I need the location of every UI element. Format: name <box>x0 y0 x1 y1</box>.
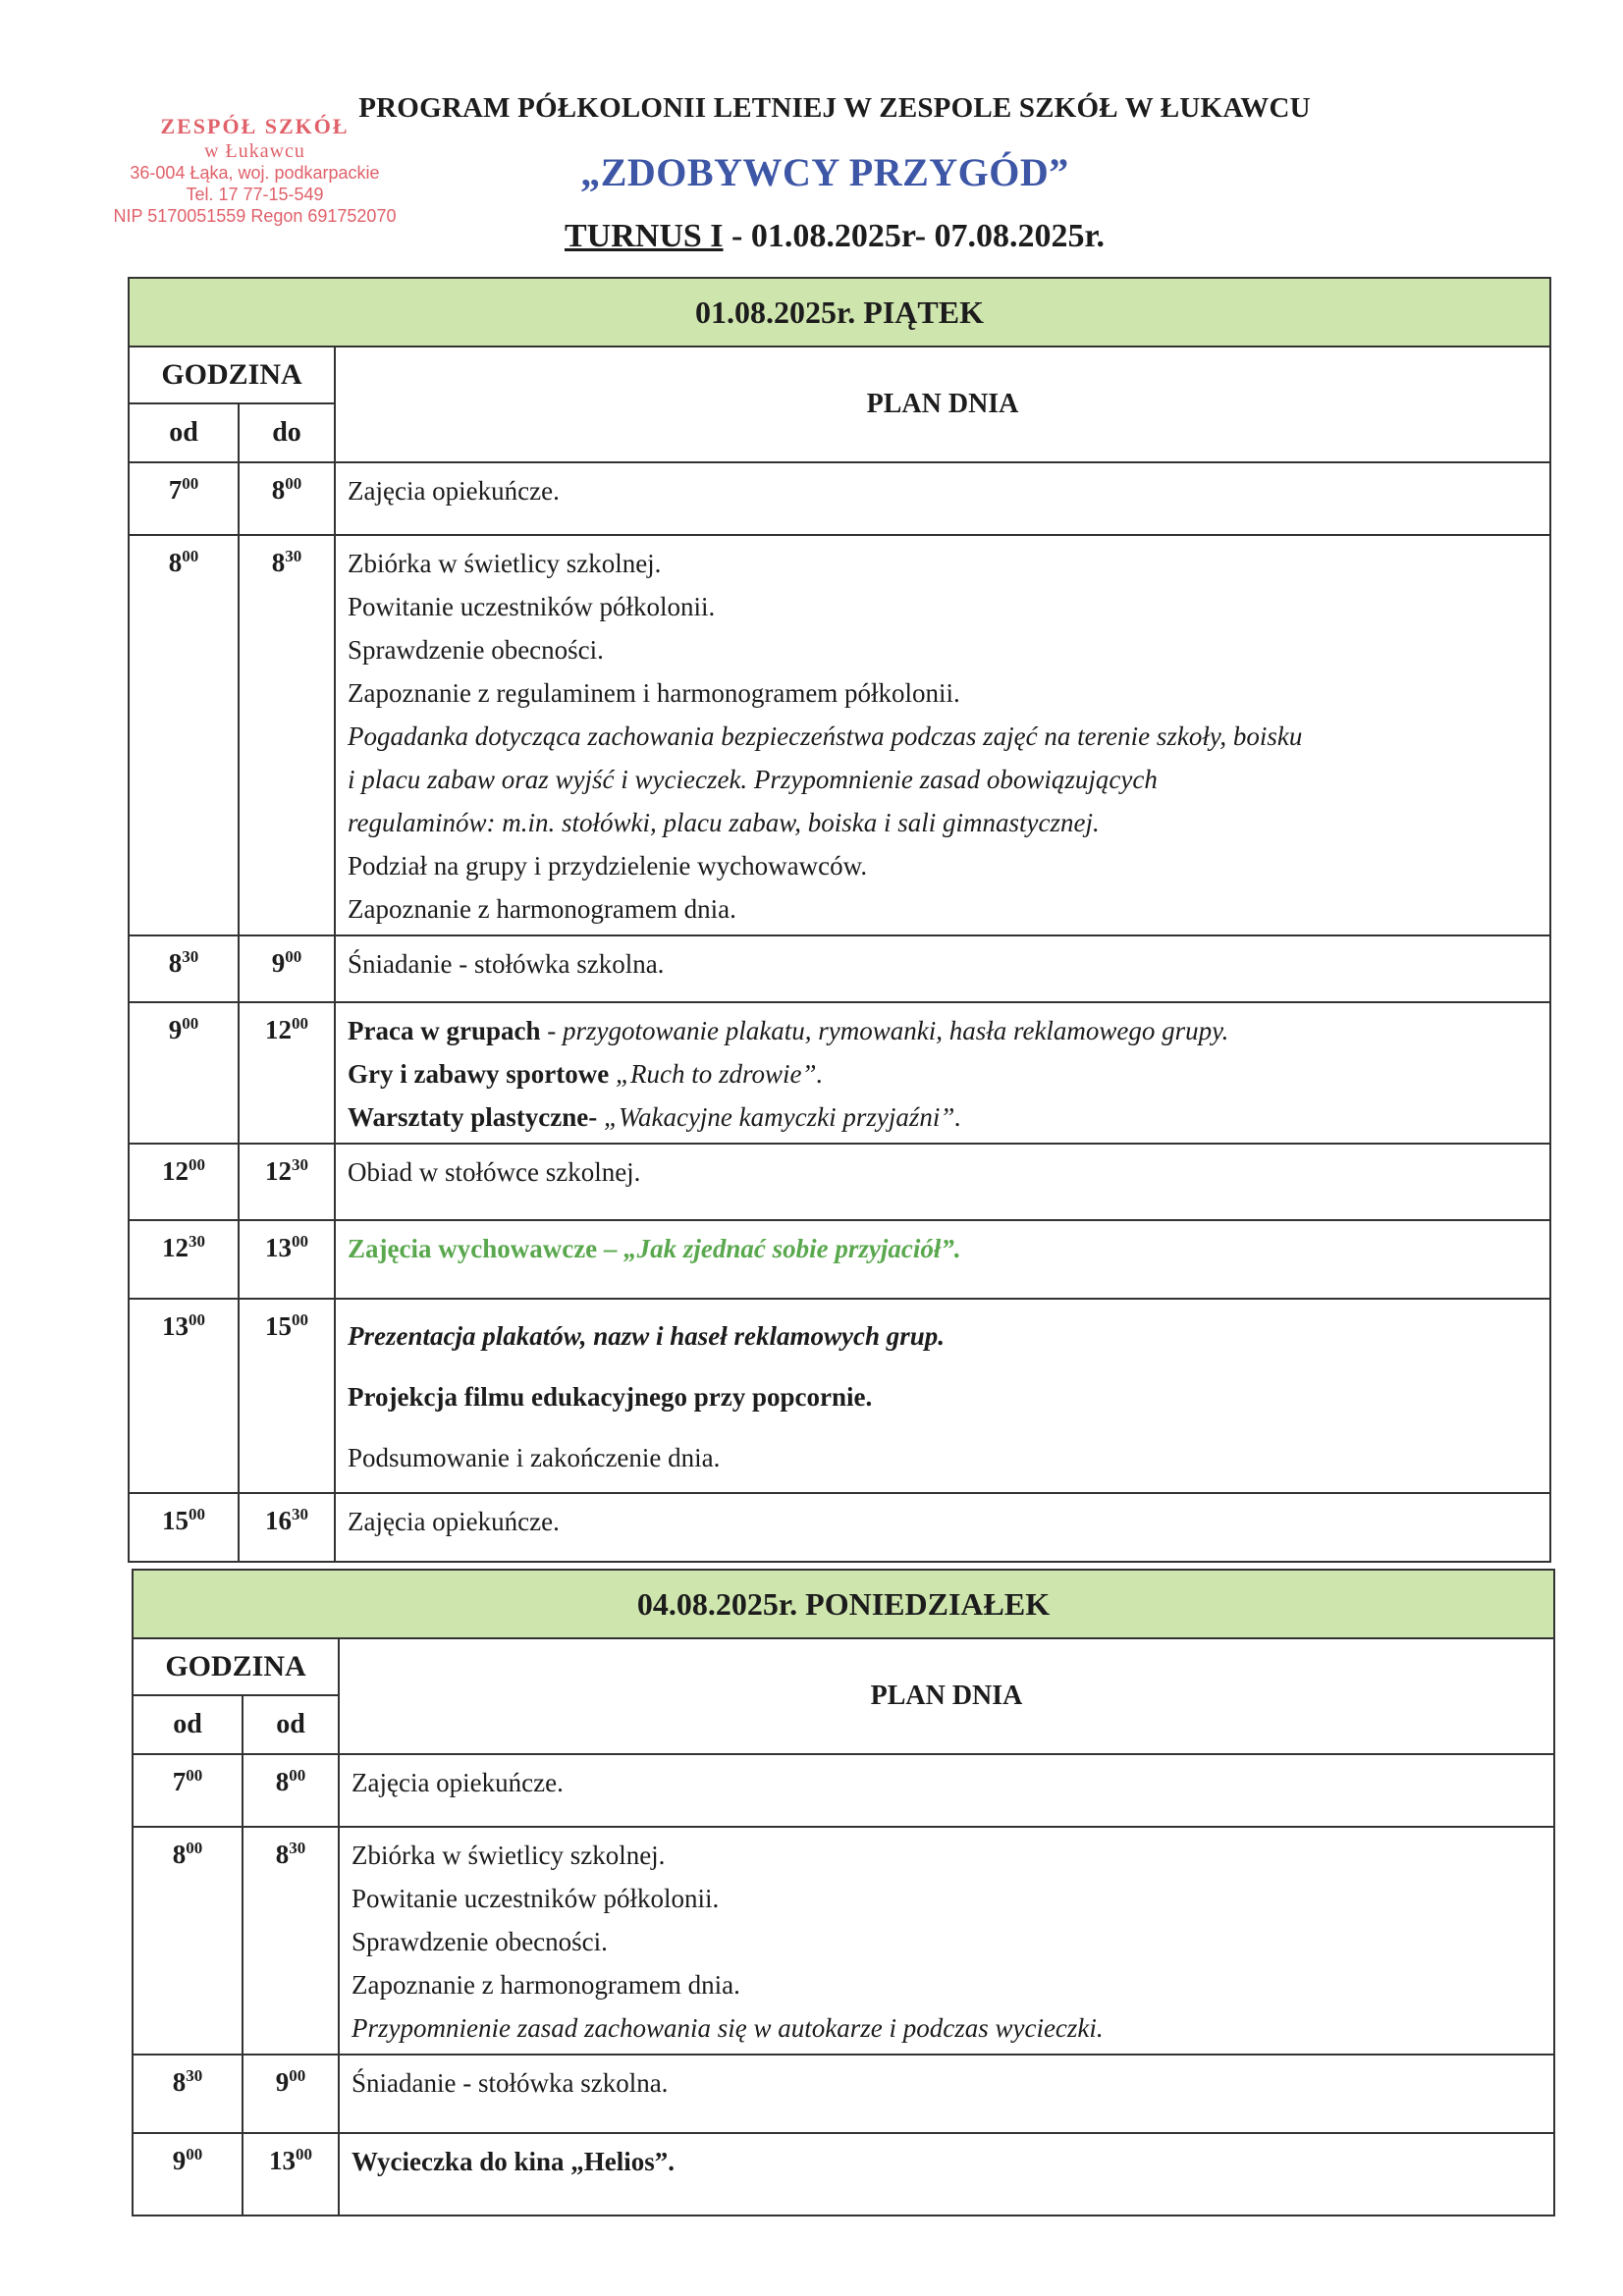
time-to <box>243 1754 339 1827</box>
time-to-minutes: 00 <box>289 1766 306 1785</box>
school-stamp <box>71 114 439 227</box>
time-to <box>239 535 335 935</box>
plan-line: Zajęcia opiekuńcze. <box>348 1507 560 1536</box>
time-to <box>239 1144 335 1220</box>
time-to <box>239 935 335 1002</box>
day-schedule-table <box>128 277 1551 1563</box>
plan-cell <box>335 535 1550 935</box>
turnus-dates: - 01.08.2025r- 07.08.2025r. <box>723 218 1105 254</box>
schedule-row <box>129 1144 1550 1220</box>
plan-line: Podział na grupy i przydzielenie wychowawców. <box>348 851 868 881</box>
plan-line: Powitanie uczestników półkolonii. <box>348 592 716 621</box>
page-title: PROGRAM PÓŁKOLONII LETNIEJ W ZESPOLE SZKÓŁ W ŁUKAWCU <box>358 92 1311 124</box>
time-from-minutes: 00 <box>182 547 199 565</box>
time-from-minutes: 00 <box>189 1505 205 1523</box>
time-to-minutes: 30 <box>285 547 302 565</box>
plan-line: i placu zabaw oraz wyjść i wycieczek. Przypomnienie zasad obowiązujących <box>348 765 1158 794</box>
time-from <box>129 1220 239 1299</box>
time-from-hour: 8 <box>168 548 183 577</box>
time-from-hour: 12 <box>162 1233 189 1262</box>
plan-cell <box>339 1754 1554 1827</box>
plan-cell <box>335 935 1550 1002</box>
plan-line: Projekcja filmu edukacyjnego przy popcornie. <box>348 1382 873 1412</box>
plan-line <box>348 1009 1538 1052</box>
schedule-row <box>129 1002 1550 1144</box>
plan-line <box>348 1227 1538 1270</box>
plan-line-lead: Gry i zabawy sportowe <box>348 1059 610 1089</box>
time-to-minutes: 00 <box>296 2145 312 2163</box>
time-from <box>129 1002 239 1144</box>
plan-line-lead: Zajęcia wychowawcze – <box>348 1234 624 1263</box>
plan-cell <box>339 2055 1554 2133</box>
plan-cell <box>339 2133 1554 2216</box>
time-to <box>239 462 335 535</box>
schedule-row <box>129 1220 1550 1299</box>
time-to <box>239 1493 335 1562</box>
time-to-hour: 8 <box>275 1840 290 1869</box>
plan-line-lead: Praca w grupach <box>348 1016 541 1045</box>
column-header-godzina: GODZINA <box>133 1638 339 1695</box>
time-to-hour: 13 <box>265 1233 292 1262</box>
time-from-hour: 7 <box>172 1767 187 1796</box>
time-to <box>239 1002 335 1144</box>
time-from <box>129 1144 239 1220</box>
schedule-row <box>129 535 1550 935</box>
plan-cell <box>339 1827 1554 2055</box>
schedule-row <box>129 935 1550 1002</box>
time-to <box>239 1220 335 1299</box>
time-to-hour: 15 <box>265 1311 292 1341</box>
time-from <box>133 2055 243 2133</box>
plan-line-detail: „Jak zjednać sobie przyjaciół”. <box>623 1234 961 1263</box>
plan-line: Zapoznanie z harmonogramem dnia. <box>348 894 736 924</box>
time-to-minutes: 30 <box>292 1155 308 1174</box>
plan-line: Zajęcia opiekuńcze. <box>352 1768 564 1797</box>
column-header-do: od <box>243 1695 339 1754</box>
plan-cell <box>335 1220 1550 1299</box>
time-to <box>243 1827 339 2055</box>
plan-line <box>348 1052 1538 1095</box>
column-header-od: od <box>129 403 239 462</box>
time-from-hour: 8 <box>172 1840 187 1869</box>
time-from <box>133 1754 243 1827</box>
time-to-hour: 12 <box>265 1015 292 1044</box>
time-from <box>129 462 239 535</box>
time-from-minutes: 00 <box>186 1766 203 1785</box>
schedule-row <box>133 2055 1554 2133</box>
time-from <box>129 535 239 935</box>
column-header-plan: PLAN DNIA <box>339 1638 1554 1754</box>
time-to-minutes: 30 <box>292 1505 308 1523</box>
plan-cell <box>335 1493 1550 1562</box>
schedule-row <box>129 462 1550 535</box>
stamp-line: w Łukawcu <box>204 140 305 163</box>
plan-line: Prezentacja plakatów, nazw i haseł reklamowych grup. <box>348 1321 946 1351</box>
column-header-godzina: GODZINA <box>129 347 335 403</box>
plan-cell <box>335 462 1550 535</box>
time-from <box>133 1827 243 2055</box>
schedule-row <box>133 1754 1554 1827</box>
plan-line: Obiad w stołówce szkolnej. <box>348 1157 641 1187</box>
time-from-minutes: 00 <box>186 1839 203 1857</box>
day-heading: 01.08.2025r. PIĄTEK <box>129 278 1550 347</box>
time-from-hour: 13 <box>162 1311 189 1341</box>
schedule-row <box>133 2133 1554 2216</box>
time-to-hour: 12 <box>265 1156 292 1186</box>
turnus-label: TURNUS I <box>565 218 724 254</box>
plan-line <box>348 1095 1538 1139</box>
time-to <box>239 1299 335 1493</box>
schedule-row <box>129 1493 1550 1562</box>
time-to-hour: 8 <box>271 548 286 577</box>
stamp-line: ZESPÓŁ SZKÓŁ <box>160 114 350 138</box>
plan-line-lead: Warsztaty plastyczne- <box>348 1102 598 1132</box>
time-to-minutes: 00 <box>292 1310 308 1329</box>
time-to-minutes: 00 <box>292 1232 308 1251</box>
time-to <box>243 2133 339 2216</box>
time-from-minutes: 00 <box>189 1155 205 1174</box>
time-from <box>129 1299 239 1493</box>
plan-line: Pogadanka dotycząca zachowania bezpieczeństwa podczas zajęć na terenie szkoły, boisku <box>348 721 1303 751</box>
plan-line: Śniadanie - stołówka szkolna. <box>348 949 665 979</box>
time-to-hour: 9 <box>271 948 286 978</box>
time-from-minutes: 30 <box>189 1232 205 1251</box>
time-to-hour: 8 <box>275 1767 290 1796</box>
time-from-minutes: 30 <box>186 2066 203 2085</box>
time-to-hour: 8 <box>271 475 286 505</box>
time-from-hour: 12 <box>162 1156 189 1186</box>
time-from <box>129 935 239 1002</box>
time-from-minutes: 00 <box>182 1014 199 1033</box>
stamp-line: Tel. 17 77-15-549 <box>186 184 324 204</box>
time-from <box>133 2133 243 2216</box>
plan-cell <box>335 1299 1550 1493</box>
time-to-hour: 13 <box>269 2146 296 2175</box>
schedule-row <box>129 1299 1550 1493</box>
time-from-hour: 8 <box>172 2067 187 2097</box>
time-from-hour: 8 <box>168 948 183 978</box>
time-to-minutes: 30 <box>289 1839 306 1857</box>
plan-line: Zapoznanie z harmonogramem dnia. <box>352 1970 740 2000</box>
plan-line-detail: - przygotowanie plakatu, rymowanki, hasła reklamowego grupy. <box>540 1016 1229 1045</box>
time-from-hour: 9 <box>168 1015 183 1044</box>
time-to <box>243 2055 339 2133</box>
plan-line: Zajęcia opiekuńcze. <box>348 476 560 506</box>
plan-line: Wycieczka do kina „Helios”. <box>352 2147 675 2176</box>
time-from-minutes: 00 <box>189 1310 205 1329</box>
plan-line-detail: „Wakacyjne kamyczki przyjaźni”. <box>597 1102 962 1132</box>
time-from-hour: 15 <box>162 1506 189 1535</box>
plan-line: Podsumowanie i zakończenie dnia. <box>348 1443 721 1472</box>
camp-name: „ZDOBYWCY PRZYGÓD” <box>580 150 1069 194</box>
time-to-minutes: 00 <box>285 947 302 966</box>
time-to-minutes: 00 <box>289 2066 306 2085</box>
plan-line: Sprawdzenie obecności. <box>352 1927 608 1956</box>
time-from <box>129 1493 239 1562</box>
time-to-minutes: 00 <box>285 474 302 493</box>
time-to-hour: 16 <box>265 1506 292 1535</box>
day-heading: 04.08.2025r. PONIEDZIAŁEK <box>133 1570 1554 1638</box>
plan-cell <box>335 1002 1550 1144</box>
time-from-hour: 9 <box>172 2146 187 2175</box>
column-header-plan: PLAN DNIA <box>335 347 1550 462</box>
time-to-hour: 9 <box>275 2067 290 2097</box>
plan-line: Zbiórka w świetlicy szkolnej. <box>352 1841 666 1870</box>
turnus-line <box>461 218 1208 255</box>
column-header-od: od <box>133 1695 243 1754</box>
plan-line: Zapoznanie z regulaminem i harmonogramem półkolonii. <box>348 678 960 708</box>
plan-line: Zbiórka w świetlicy szkolnej. <box>348 549 662 578</box>
plan-line: Powitanie uczestników półkolonii. <box>352 1884 720 1913</box>
plan-cell <box>335 1144 1550 1220</box>
plan-line-detail: „Ruch to zdrowie”. <box>609 1059 824 1089</box>
stamp-line: 36-004 Łąka, woj. podkarpackie <box>130 163 380 184</box>
plan-line: Śniadanie - stołówka szkolna. <box>352 2068 669 2098</box>
time-from-hour: 7 <box>168 475 183 505</box>
time-from-minutes: 30 <box>182 947 199 966</box>
time-from-minutes: 00 <box>186 2145 203 2163</box>
stamp-line: NIP 5170051559 Regon 691752070 <box>113 205 397 226</box>
schedule-row <box>133 1827 1554 2055</box>
plan-line: Przypomnienie zasad zachowania się w autokarze i podczas wycieczki. <box>352 2013 1104 2043</box>
day-schedule-table <box>132 1569 1555 2216</box>
plan-line: Sprawdzenie obecności. <box>348 635 604 665</box>
time-from-minutes: 00 <box>182 474 199 493</box>
time-to-minutes: 00 <box>292 1014 308 1033</box>
plan-line: regulaminów: m.in. stołówki, placu zabaw, boiska i sali gimnastycznej. <box>348 808 1100 837</box>
column-header-do: do <box>239 403 335 462</box>
